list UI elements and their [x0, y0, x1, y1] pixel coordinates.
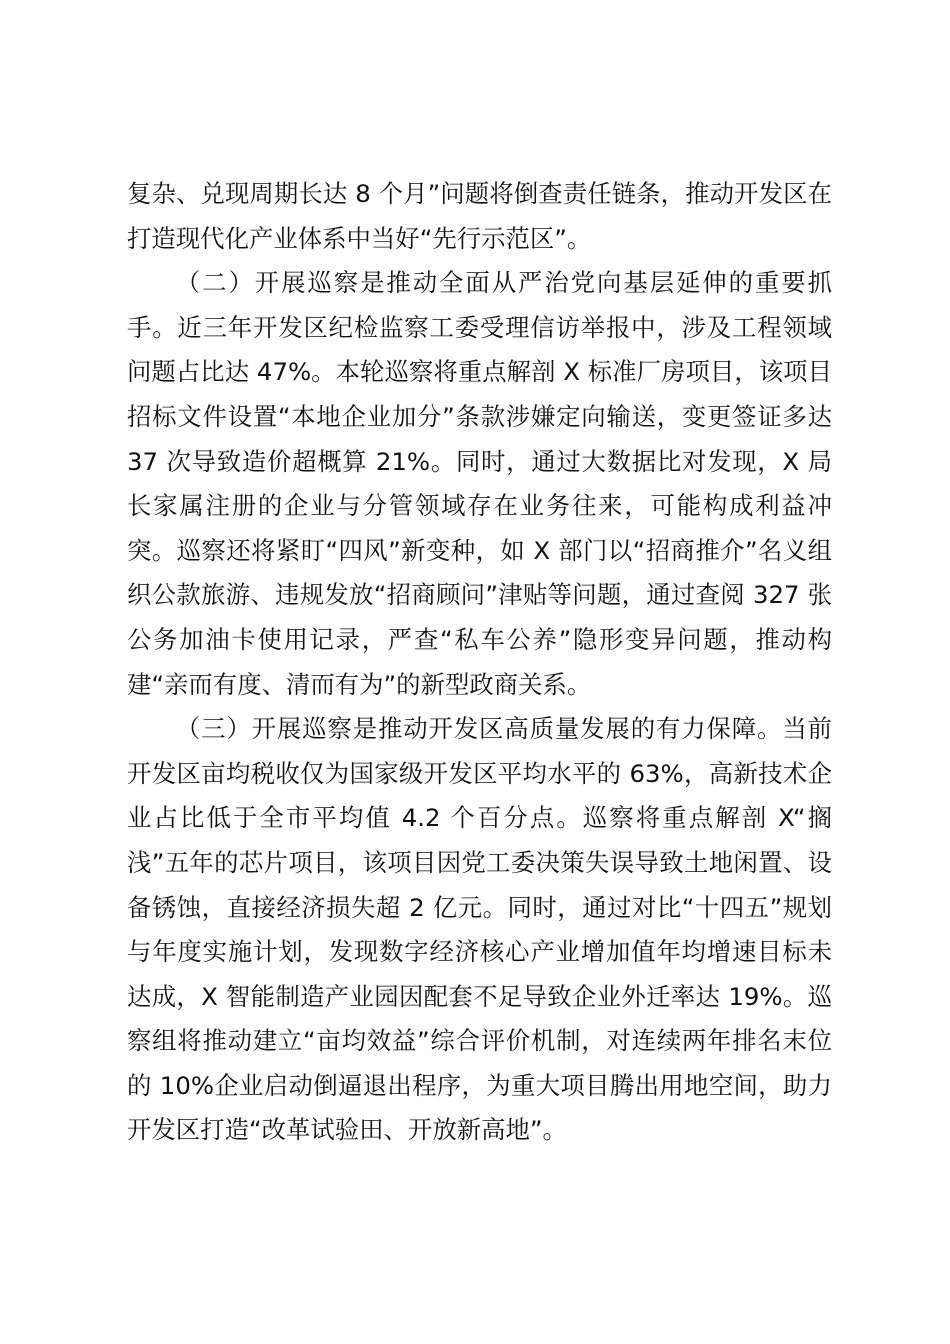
document-body	[127, 172, 832, 1153]
paragraph-section-3: （三）开展巡察是推动开发区高质量发展的有力保障。当前开发区亩均税收仅为国家级开发区平均水平的 63%，高新技术企业占比低于全市平均值 4.2 个百分点。巡察将重点解剖 X“搁浅”五年的芯片项目，该项目因党工委决策失误导致土地闲置、设备锈蚀，直接经济损失超 2 亿元。同时，通过对比“十四五”规划与年度实施计划，发现数字经济核心产业增加值年均增速目标未达成，X 智能制造产业园因配套不足导致企业外迁率达 19%。巡察组将推动建立“亩均效益”综合评价机制，对连续两年排名末位的 10%企业启动倒逼退出程序，为重大项目腾出用地空间，助力开发区打造“改革试验田、开放新高地”。	[127, 714, 832, 1145]
paragraph-section-2: （二）开展巡察是推动全面从严治党向基层延伸的重要抓手。近三年开发区纪检监察工委受理信访举报中，涉及工程领域问题占比达 47%。本轮巡察将重点解剖 X 标准厂房项目，该项目招标文件设置“本地企业加分”条款涉嫌定向输送，变更签证多达 37 次导致造价超概算 21%。同时，通过大数据比对发现，X 局长家属注册的企业与分管领域存在业务往来，可能构成利益冲突。巡察还将紧盯“四风”新变种，如 X 部门以“招商推介”名义组织公款旅游、违规发放“招商顾问”津贴等问题，通过查阅 327 张公务加油卡使用记录，严查“私车公养”隐形变异问题，推动构建“亲而有度、清而有为”的新型政商关系。	[127, 268, 832, 699]
paragraph-continuation: 复杂、兑现周期长达 8 个月”问题将倒查责任链条，推动开发区在打造现代化产业体系中当好“先行示范区”。	[127, 179, 832, 253]
